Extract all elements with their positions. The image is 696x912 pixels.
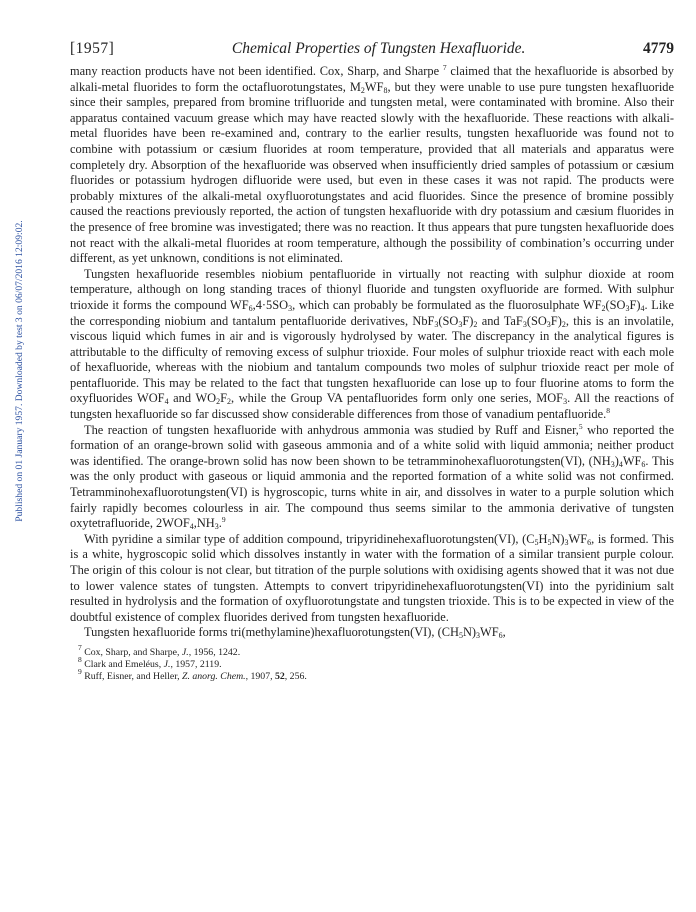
text-run: N) <box>462 625 477 640</box>
text-run: , 1956, 1242. <box>188 646 241 658</box>
text-run: Z. anorg. Chem. <box>182 670 246 682</box>
text-run: . All the reactions of tungsten hexafluoride so far discussed show considerable differences from those of vanadium pentafluoride. <box>70 391 674 422</box>
subscript: 2 <box>360 85 365 95</box>
text-run: , 256. <box>284 670 307 682</box>
text-run: ,NH <box>193 516 215 531</box>
reference-mark: 5 <box>578 421 583 431</box>
text-run: . Like the corresponding niobium and tantalum pentafluoride derivatives, NbF <box>70 297 674 328</box>
reference-mark: 8 <box>78 654 82 664</box>
subscript: 6 <box>248 303 253 313</box>
subscript: 3 <box>564 537 569 547</box>
reference-mark: 7 <box>78 642 82 652</box>
text-run: F) <box>629 297 641 312</box>
subscript: 5 <box>458 631 463 641</box>
reference-mark: 8 <box>606 406 610 416</box>
text-run: F) <box>462 313 474 328</box>
text-run: , while the Group VA pentafluorides form only one series, MOF <box>231 391 564 406</box>
text-run: N) <box>551 531 565 546</box>
subscript: 3 <box>214 522 219 532</box>
reference-mark: 7 <box>442 63 447 72</box>
text-run: . <box>218 516 222 531</box>
subscript: 3 <box>563 397 568 407</box>
text-run: , 1957, 2119. <box>170 658 222 670</box>
subscript: 3 <box>522 319 527 329</box>
subscript: 3 <box>625 303 630 313</box>
running-header <box>70 40 674 58</box>
text-run: WF <box>568 531 588 546</box>
text-run: (SO <box>526 313 547 328</box>
subscript: 3 <box>434 319 439 329</box>
text-run: , <box>502 625 506 640</box>
subscript: 4 <box>640 303 645 313</box>
text-run: , which can probably be formulated as the fluorosulphate WF <box>292 297 602 312</box>
text-run: WF <box>622 453 642 468</box>
text-run: With pyridine a similar type of addition compound, tripyridinehexafluorotungsten(VI), (C <box>84 531 535 546</box>
subscript: 6 <box>587 537 592 547</box>
text-run: H <box>538 531 548 546</box>
paragraph <box>70 625 674 641</box>
subscript: 3 <box>610 459 615 469</box>
text-run: F) <box>550 313 562 328</box>
reference-mark: 9 <box>221 515 226 525</box>
text-run: , this is an involatile, viscous liquid which fumes in air and is vigorously hydrolysed by water. The discrepancy in the analytical figures is attributable to the difficulty of removing excess of sulphur trioxide. Four moles of sulphur trioxide react with each mole of hexafluoride, whereas with the niobium and tantalum compounds two moles of sulphur trioxide react per mole of pentafluoride. This may be related to the fact that tungsten hexafluoride can lose up to four fluorine atoms to form the oxyfluorides WOF <box>70 313 674 406</box>
text-run: . This was the only product with gaseous or liquid ammonia and the reported formation of a white solid was not confirmed. Tetramminohexafluorotungsten(VI) is hygroscopic, turns white in air, and dissolves in water to a purple solution which fairly rapidly becomes colourless in air. The compound thus seems similar to the ammonia derivative of tungsten oxytetrafluoride, 2WOF <box>70 453 674 531</box>
text-run: claimed that the hexafluoride is absorbed by alkali-metal fluorides to form the octafluorotungstates, M <box>70 64 675 94</box>
text-run: WF <box>364 79 384 94</box>
text-run: J. <box>163 658 171 670</box>
text-run: Tungsten hexafluoride resembles niobium pentafluoride in virtually not reacting with sulphur dioxide at room temperature, although on long standing traces of thionyl fluoride and tungsten oxyfluoride are formed. With sulphur trioxide it forms the compound WF <box>70 266 674 312</box>
text-run: many reaction products have not been identified. Cox, Sharp, and Sharpe <box>70 64 443 78</box>
text-run: who reported the formation of an orange-brown solid with gaseous ammonia and of a white solid with liquid ammonia; neither product was identified. The orange-brown solid has now been shown to be tetramminohexafluorotungsten(VI), (NH <box>70 422 674 468</box>
paragraph <box>70 532 674 626</box>
footnote <box>78 642 674 659</box>
subscript: 6 <box>498 631 503 641</box>
text-run: ,4·5SO <box>252 297 289 312</box>
subscript: 2 <box>473 319 478 329</box>
subscript: 3 <box>476 631 481 641</box>
text-run: Ruff, Eisner, and Heller, <box>81 670 182 682</box>
text-run: Clark and Emeléus, <box>81 658 164 670</box>
subscript: 4 <box>618 459 623 469</box>
footnote <box>78 666 674 683</box>
text-run: and TaF <box>477 313 523 328</box>
header-year: [1957] <box>70 40 115 57</box>
reference-mark: 9 <box>78 666 82 676</box>
article-body <box>70 64 674 641</box>
subscript: 8 <box>383 85 388 95</box>
subscript: 3 <box>288 303 293 313</box>
subscript: 6 <box>641 459 646 469</box>
text-run: F <box>220 391 228 406</box>
subscript: 4 <box>189 522 194 532</box>
text-run: (SO <box>605 297 626 312</box>
text-run: (SO <box>438 313 459 328</box>
header-page-number: 4779 <box>642 40 674 57</box>
subscript: 2 <box>227 397 232 407</box>
text-run: ) <box>614 453 619 468</box>
text-run: The reaction of tungsten hexafluoride with anhydrous ammonia was studied by Ruff and Eisner, <box>84 422 579 437</box>
subscript: 2 <box>216 397 221 407</box>
text-run: Cox, Sharp, and Sharpe, <box>81 646 182 658</box>
text-run: , is formed. This is a white, hygroscopic solid which dissolves instantly in water with the formation of a similar transient purple colour. The origin of this colour is not clear, but titration of the purple solutions with oxidising agents showed that it was not due to lower valence states of tungsten. Attempts to convert tripyridinehexafluorotungsten(VI) into the pyridinium salt resulted in hydrolysis and the formation of oxyfluorotungstate and tungsten trioxide. This is to be expected in view of the doubtful existence of complex fluorides derived from tungsten hexafluoride. <box>70 531 675 624</box>
journal-page <box>70 40 674 683</box>
footnotes <box>70 642 674 683</box>
paragraph <box>70 423 674 532</box>
footnote <box>78 654 674 671</box>
text-run: and WO <box>168 391 217 406</box>
header-title: Chemical Properties of Tungsten Hexafluoride. <box>231 40 526 57</box>
paragraph <box>70 64 674 267</box>
subscript: 3 <box>458 319 463 329</box>
paragraph <box>70 267 674 423</box>
text-run: 52 <box>274 670 285 682</box>
text-run: , 1907, <box>245 670 275 682</box>
text-run: J. <box>181 646 189 658</box>
subscript: 5 <box>534 537 539 547</box>
text-run: WF <box>480 625 499 640</box>
subscript: 2 <box>601 303 606 313</box>
subscript: 3 <box>546 319 551 329</box>
subscript: 4 <box>164 397 169 407</box>
text-run: , but they were unable to use pure tungsten hexafluoride since their samples, prepared from bromine trifluoride and tungsten metal, were contaminated with bromine. Also their apparatus contained vacuum grease which may have reacted slowly with the hexafluoride. These reactions with alkali-metal fluorides have been re-examined and, contrary to the earlier results, tungsten hexafluoride was found not to combine with potassium or cæsium fluorides at room temperature, provided that all materials and apparatus were completely dry. Absorption of the hexafluoride was observed when insufficiently dried samples of potassium or cæsium fluorides or potassium hydrogen difluoride were used, but even in these cases it was not rapid. The products were probably mixtures of the alkali-metal oxyfluorotungstates and acid fluorides. Since the presence of bromine possibly caused the reactions previously reported, the action of tungsten hexafluoride with dry potassium and cæsium fluorides in the presence of free bromine was investigated; there was no reaction. It thus appears that pure tungsten hexafluoride does not react with the alkali-metal fluorides at room temperature, although the possibility of combination’s occurring under different, as yet unknown, conditions is not eliminated. <box>70 79 674 266</box>
subscript: 2 <box>561 319 566 329</box>
download-watermark: Published on 01 January 1957. Downloaded by test 3 on 06/07/2016 12:09:02. <box>14 220 25 522</box>
subscript: 5 <box>547 537 552 547</box>
text-run: Tungsten hexafluoride forms tri(methylamine)hexafluorotungsten(VI), (CH <box>84 625 459 640</box>
